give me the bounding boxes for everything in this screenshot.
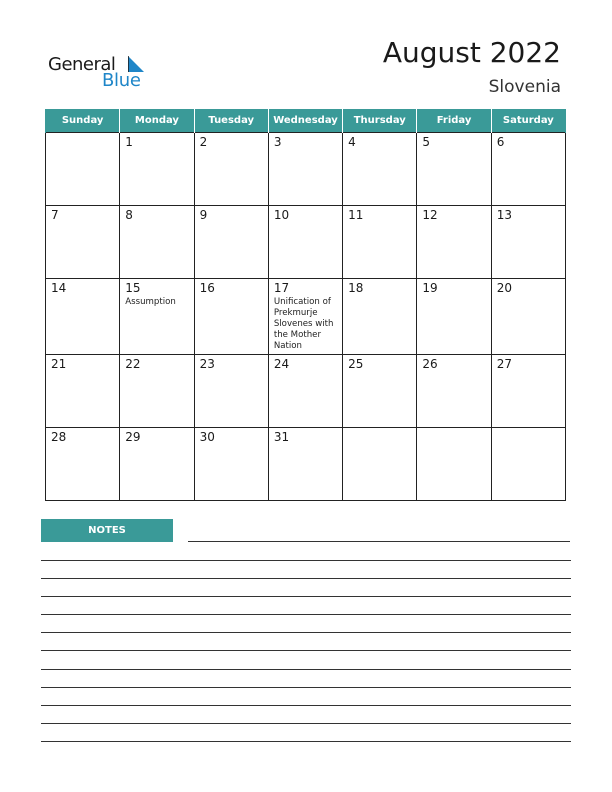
calendar-day-cell — [417, 132, 491, 205]
notes-line — [41, 614, 571, 615]
calendar-day-cell — [120, 427, 194, 500]
day-number: 20 — [496, 280, 512, 295]
day-number: 1 — [125, 134, 133, 149]
country-label: Slovenia — [488, 77, 561, 97]
day-number: 4 — [348, 134, 356, 149]
calendar-day-cell — [268, 132, 342, 205]
weekday-header: Tuesday — [194, 109, 268, 132]
day-number: 16 — [199, 280, 215, 295]
calendar-week-row — [46, 132, 566, 205]
calendar-day-cell — [343, 205, 417, 278]
calendar-day-cell — [491, 427, 565, 500]
calendar-day-cell — [268, 278, 342, 354]
day-number: 6 — [496, 134, 505, 149]
day-number: 15 — [125, 280, 141, 295]
calendar-day-cell — [268, 354, 342, 427]
calendar-week-row — [46, 354, 566, 427]
notes-line — [41, 560, 571, 561]
notes-line — [41, 723, 571, 724]
day-number: 30 — [199, 429, 215, 444]
notes-line — [41, 650, 571, 651]
calendar-day-cell — [46, 278, 120, 354]
calendar-day-cell — [343, 132, 417, 205]
day-number: 3 — [273, 134, 282, 149]
calendar-day-cell — [194, 354, 268, 427]
weekday-header: Sunday — [46, 109, 120, 132]
day-number: 23 — [199, 356, 215, 371]
calendar-day-cell — [120, 132, 194, 205]
notes-line — [41, 596, 571, 597]
day-number: 28 — [51, 429, 67, 444]
notes-line — [41, 687, 571, 688]
day-number: 10 — [273, 207, 290, 222]
holiday-label: Assumption — [125, 296, 176, 307]
calendar-week-row — [46, 205, 566, 278]
notes-line — [188, 541, 570, 542]
notes-line — [41, 578, 571, 579]
day-number: 22 — [125, 356, 141, 371]
calendar-day-cell — [46, 205, 120, 278]
calendar-grid — [45, 109, 566, 501]
calendar-day-cell — [46, 427, 120, 500]
day-number: 8 — [125, 207, 133, 222]
day-number: 7 — [51, 207, 59, 222]
calendar-day-cell — [491, 354, 565, 427]
calendar-week-row — [46, 278, 566, 354]
general-blue-logo — [48, 52, 148, 92]
calendar-day-cell — [194, 427, 268, 500]
day-number: 9 — [199, 207, 208, 222]
calendar-day-cell — [268, 205, 342, 278]
day-number: 13 — [496, 207, 512, 222]
calendar-day-cell — [491, 205, 565, 278]
calendar-body — [46, 132, 566, 500]
notes-label: NOTES — [41, 519, 173, 542]
notes-line — [41, 705, 571, 706]
calendar-day-cell — [343, 427, 417, 500]
day-number: 19 — [422, 280, 438, 295]
calendar-day-cell — [417, 205, 491, 278]
day-number: 14 — [51, 280, 67, 295]
calendar-day-cell — [417, 354, 491, 427]
calendar-day-cell — [46, 354, 120, 427]
day-number: 5 — [422, 134, 431, 149]
calendar-week-row — [46, 427, 566, 500]
calendar-day-cell — [343, 278, 417, 354]
calendar-day-cell — [417, 427, 491, 500]
calendar-day-cell — [268, 427, 342, 500]
calendar-day-cell — [194, 205, 268, 278]
calendar-day-cell — [417, 278, 491, 354]
holiday-label: Unification of Prekmurje Slovenes with the Mother Nation — [273, 296, 334, 351]
weekday-header: Thursday — [343, 109, 417, 132]
calendar-day-cell — [120, 354, 194, 427]
day-number: 24 — [273, 356, 290, 371]
notes-line — [41, 669, 571, 670]
calendar-day-cell — [194, 278, 268, 354]
day-number: 12 — [422, 207, 438, 222]
weekday-header: Monday — [120, 109, 194, 132]
weekday-header: Wednesday — [268, 109, 342, 132]
day-number: 18 — [348, 280, 364, 295]
day-number: 2 — [199, 134, 208, 149]
calendar-day-cell — [491, 132, 565, 205]
logo-text-blue: Blue — [102, 70, 141, 91]
day-number: 27 — [496, 356, 512, 371]
calendar-day-cell — [343, 354, 417, 427]
calendar-day-cell — [120, 205, 194, 278]
day-number: 31 — [273, 429, 290, 444]
day-number: 29 — [125, 429, 141, 444]
weekday-header: Saturday — [491, 109, 565, 132]
logo-text-general: General — [48, 54, 116, 75]
day-number: 11 — [348, 207, 364, 222]
calendar-day-cell — [491, 278, 565, 354]
calendar-day-cell — [46, 132, 120, 205]
day-number: 26 — [422, 356, 438, 371]
day-number: 17 — [273, 280, 290, 295]
notes-line — [41, 632, 571, 633]
page-title: August 2022 — [382, 36, 561, 69]
notes-line — [41, 741, 571, 742]
day-number: 21 — [51, 356, 67, 371]
weekday-header: Friday — [417, 109, 491, 132]
calendar-day-cell — [120, 278, 194, 354]
weekday-header-row — [46, 109, 566, 132]
calendar-day-cell — [194, 132, 268, 205]
day-number: 25 — [348, 356, 364, 371]
